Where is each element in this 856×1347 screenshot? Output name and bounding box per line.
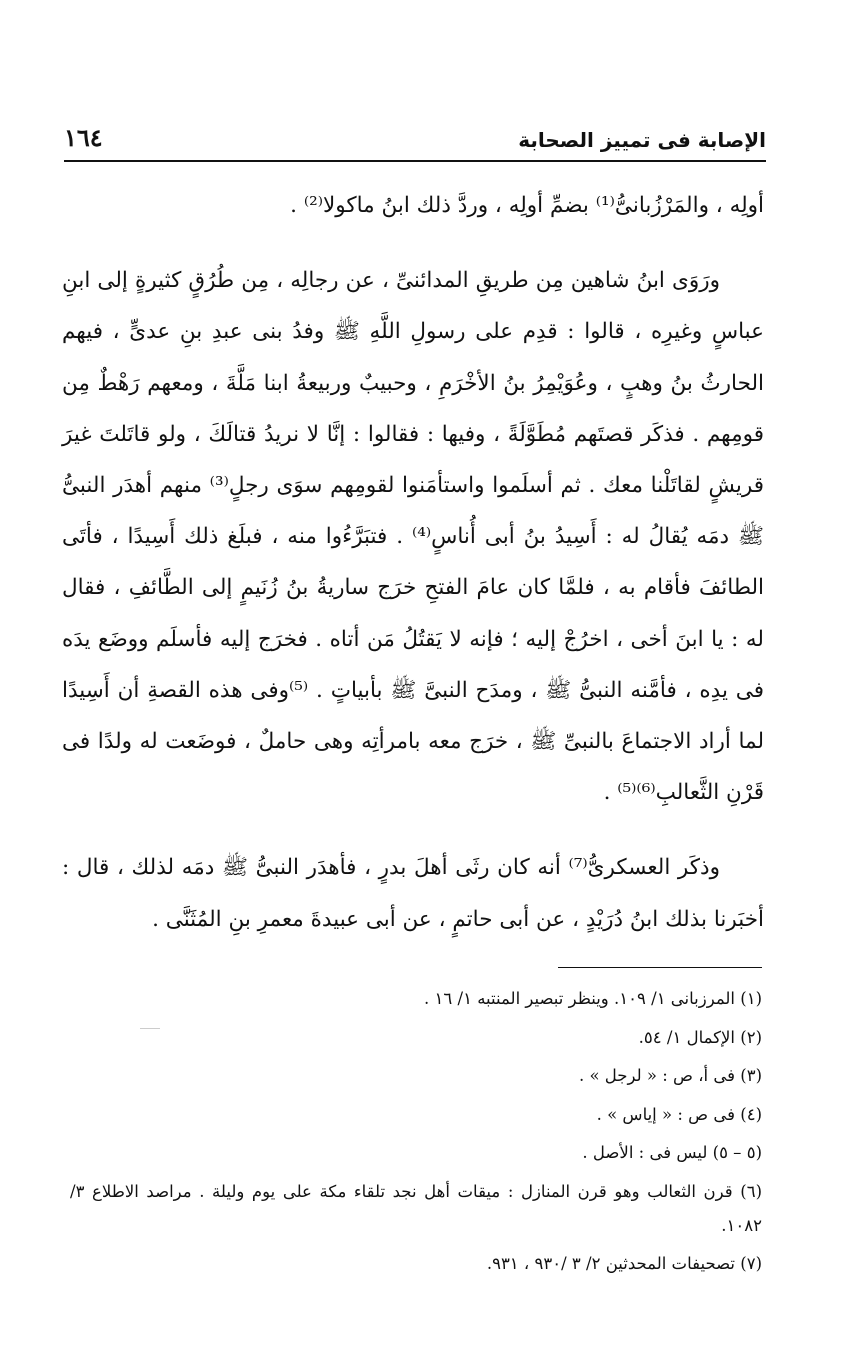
page-header: [64, 112, 766, 162]
footnote-7: (٧) تصحيفات المحدثين ٢/ ٣ /٩٣٠ ، ٩٣١.: [486, 1253, 762, 1273]
main-text: [62, 180, 764, 945]
page-number: ١٦٤: [64, 123, 103, 152]
paragraph-ibn-shahin-narration: ورَوَى ابنُ شاهين مِن طريقِ المدائنىِّ ، عن رجالِه ، مِن طُرُقٍ كثيرةٍ إلى ابنِ عباسٍ وغيرِه ، قالوا : قدِم على رسولِ اللَّهِ ﷺ وفدُ بنى عبدِ بنِ عدىٍّ ، فيهم الحارثُ بنُ وهبٍ ، وعُوَيْمِرُ بنُ الأخْرَمِ ، وحبيبٌ وربيعةُ ابنا مَلَّةَ ، ومعهم رَهْطٌ مِن قومِهم . فذكَر قصتَهم مُطَوَّلَةً ، وفيها : فقالوا : إنَّا لا نريدُ قتالَكَ ، ولو قاتَلتَ غيرَ قريشٍ لقاتَلْنا معك . ثم أسلَموا واستأمَنوا لقومِهم سوَى رجلٍ⁽³⁾ منهم أهدَر النبىُّ ﷺ دمَه يُقالُ له : أَسِيدُ بنُ أبى أُناسٍ⁽⁴⁾ . فتبَرَّءُوا منه ، فبلَغ ذلك أَسِيدًا ، فأتَى الطائفَ فأقام به ، فلمَّا كان عامَ الفتحِ خرَج ساريةُ بنُ زُنَيمٍ إلى الطَّائفِ ، فقال له : يا ابنَ أخى ، اخرُجْ إليه ؛ فإنه لا يَقتُلُ مَن أتاه . فخرَج إليه فأسلَم ووضَع يدَه فى يدِه ، فأمَّنه النبىُّ ﷺ ، ومدَح النبىَّ ﷺ بأبياتٍ . ⁽⁵⁾وفى هذه القصةِ أن أَسِيدًا لما أراد الاجتماعَ بالنبىِّ ﷺ ، خرَج معه بامرأتِه وهى حاملٌ ، فوضَعت له ولدًا فى قَرْنِ الثَّعالبِ⁽⁶⁾⁽⁵⁾ .: [62, 268, 765, 806]
footnotes: [70, 980, 762, 1283]
footnote-3: (٣) فى أ، ص : « لرجل » .: [578, 1066, 762, 1085]
footnote-6: (٦) قرن الثعالب وهو قرن المنازل : ميقات أهل نجد تلقاء مكة على يوم وليلة . مراصد الاطلاع ٣/ ١٠٨٢.: [70, 1181, 762, 1235]
running-title: الإصابة فى تمييز الصحابة: [518, 128, 766, 152]
footnote-4: (٤) فى ص : « إياس » .: [596, 1104, 762, 1124]
footnote-1: (١) المرزبانى ١/ ١٠٩. وينظر تبصير المنتبه ١/ ١٦ .: [424, 989, 762, 1008]
footnote-5: (٥ – ٥) ليس فى : الأصل .: [582, 1143, 762, 1162]
paragraph-askari-note: وذكَر العسكرىُّ⁽⁷⁾ أنه كان رثَى أهلَ بدرٍ ، فأهدَر النبىُّ ﷺ دمَه لذلك ، قال : أخبَرنا بذلك ابنُ دُرَيْدٍ ، عن أبى حاتمٍ ، عن أبى عبيدةَ معمرِ بنِ المُثَنَّى .: [62, 855, 764, 932]
paragraph-continuation: أولِه ، والمَرْزُبانىُّ⁽¹⁾ بضمِّ أولِه ، وردَّ ذلك ابنُ ماكولا⁽²⁾ .: [290, 193, 764, 218]
footnote-separator: [558, 967, 762, 968]
footnote-2: (٢) الإكمال ١/ ٥٤.: [638, 1027, 762, 1047]
